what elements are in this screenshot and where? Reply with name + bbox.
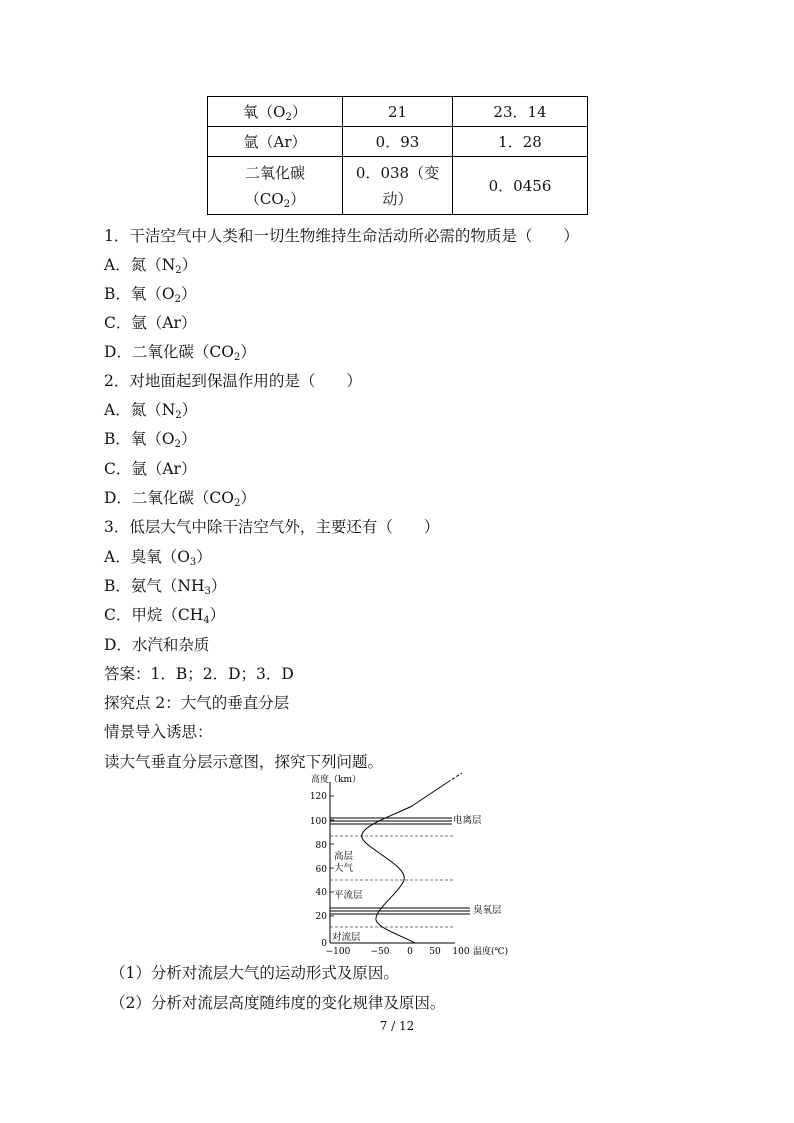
x-tick: 100 xyxy=(452,947,470,957)
q2-option-b: B．氧$(O_2)$ xyxy=(104,430,197,450)
ionosphere-label: 电离层 xyxy=(453,815,482,826)
y-tick: 100 xyxy=(309,817,327,827)
mass-cell: 1．28 xyxy=(453,127,588,157)
y-tick: 40 xyxy=(315,888,327,898)
sub-question-2: （2）分析对流层高度随纬度的变化规律及原因。 xyxy=(110,994,446,1012)
upper-atmosphere-label-1: 高层 xyxy=(334,851,354,862)
stratosphere-label: 平流层 xyxy=(334,890,363,901)
mass-cell: 23．14 xyxy=(453,97,588,127)
y-tick-labels xyxy=(310,792,327,949)
temperature-curve xyxy=(362,782,448,943)
x-axis-label: 温度(℃) xyxy=(473,947,509,957)
table-row xyxy=(208,97,588,127)
instruction-text: 读大气垂直分层示意图，探究下列问题。 xyxy=(104,753,384,771)
volume-cell: 21 xyxy=(343,97,453,127)
volume-cell: 0．038（变 动） xyxy=(343,157,453,215)
q2-option-d: D．二氧化碳$(CO_2)$ xyxy=(104,489,256,509)
q1-option-b: B．氧$(O_2)$ xyxy=(104,285,197,305)
y-tick: 60 xyxy=(315,865,327,875)
x-tick: 0 xyxy=(407,947,413,957)
question-1-stem: 1．干洁空气中人类和一切生物维持生命活动所必需的物质是（ ） xyxy=(104,227,579,245)
gas-name-cell: 氩（Ar） xyxy=(208,127,343,157)
q1-option-a: A．氮$(N_2)$ xyxy=(104,256,198,276)
q3-option-d: D．水汽和杂质 xyxy=(104,636,210,654)
gas-name-cell: 氧$(O_2)$ xyxy=(208,97,343,127)
answer-line: 答案：1．B；2．D；3．D xyxy=(104,665,294,683)
temperature-curve-extension xyxy=(448,773,462,782)
x-tick: 50 xyxy=(429,947,441,957)
gas-composition-table xyxy=(207,96,588,215)
volume-cell: 0．93 xyxy=(343,127,453,157)
question-3-stem: 3．低层大气中除干洁空气外，主要还有（ ） xyxy=(104,518,440,536)
intro-label: 情景导入诱思： xyxy=(104,723,213,741)
ozone-label: 臭氧层 xyxy=(473,905,502,916)
x-tick-labels xyxy=(326,947,470,957)
question-2-stem: 2．对地面起到保温作用的是（ ） xyxy=(104,372,362,390)
q1-option-c: C．氩（Ar） xyxy=(104,314,197,332)
table-row xyxy=(208,127,588,157)
q2-option-a: A．氮$(N_2)$ xyxy=(104,401,198,421)
y-axis-label: 高度（km） xyxy=(311,775,361,785)
q3-option-c: C．甲烷$(CH_4)$ xyxy=(104,606,226,626)
q3-option-b: B．氨气$(NH_3)$ xyxy=(104,577,227,597)
section-title: 探究点 2：大气的垂直分层 xyxy=(104,694,290,712)
gas-name-cell: 二氧化碳 $(CO_2)$ xyxy=(208,157,343,215)
upper-atmosphere-label-2: 大气 xyxy=(334,863,354,874)
page-number: 7 / 12 xyxy=(379,1019,415,1033)
atmosphere-layers-figure xyxy=(300,770,530,958)
y-tick: 0 xyxy=(321,939,327,949)
y-tick: 80 xyxy=(315,841,327,851)
q1-option-d: D．二氧化碳$(CO_2)$ xyxy=(104,343,256,363)
sub-question-1: （1）分析对流层大气的运动形式及原因。 xyxy=(110,964,399,982)
q3-option-a: A．臭氧$(O_3)$ xyxy=(104,548,212,568)
x-tick: −50 xyxy=(370,947,390,957)
table-row xyxy=(208,157,588,215)
mass-cell: 0．0456 xyxy=(453,157,588,215)
troposphere-label: 对流层 xyxy=(332,932,361,943)
q2-option-c: C．氩（Ar） xyxy=(104,460,197,478)
x-tick: −100 xyxy=(325,947,351,957)
y-tick: 120 xyxy=(309,792,327,802)
y-tick: 20 xyxy=(315,912,327,922)
